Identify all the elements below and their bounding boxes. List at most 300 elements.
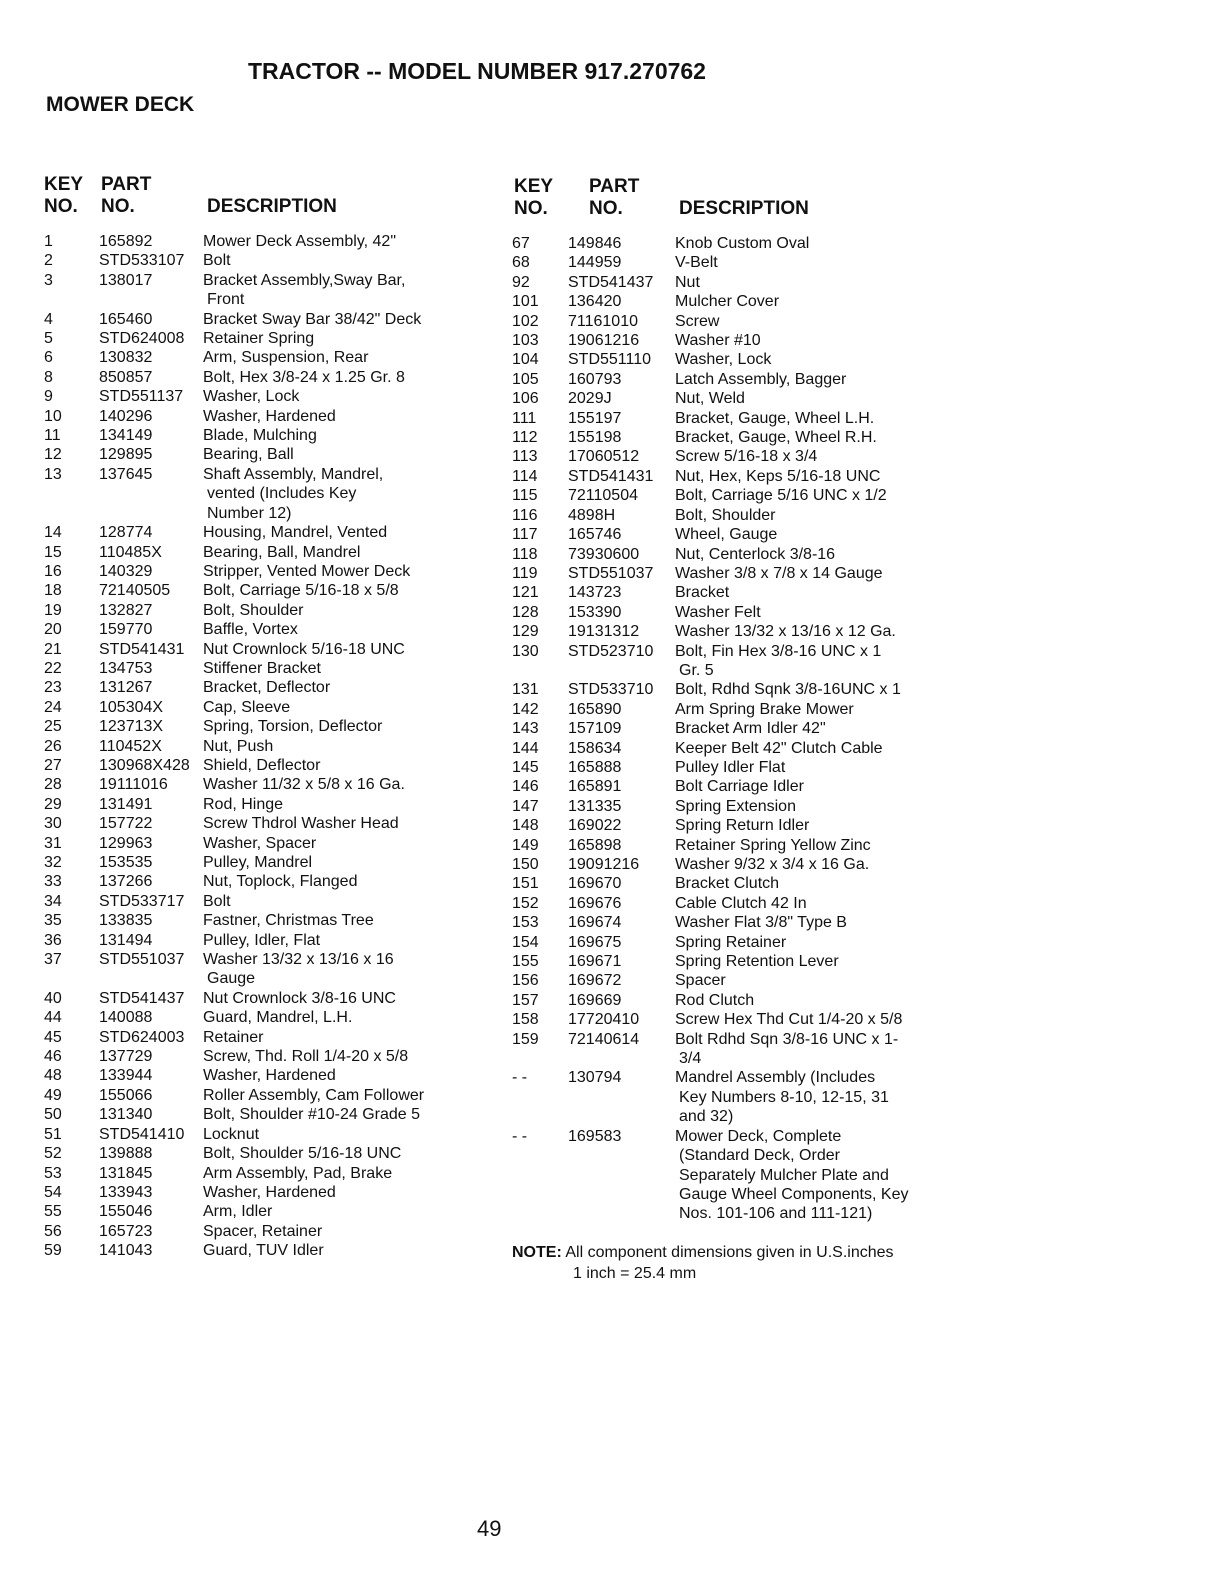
part-description	[203, 543, 484, 562]
part-number: 149846	[568, 235, 622, 252]
key-number: 59	[44, 1242, 62, 1260]
description-line: 3/4	[679, 1050, 702, 1068]
description-line: Arm, Idler	[203, 1203, 273, 1221]
description-line: Bracket, Gauge, Wheel R.H.	[675, 429, 877, 447]
key-number: 22	[44, 659, 62, 677]
description-line: Stripper, Vented Mower Deck	[203, 562, 411, 580]
part-description	[675, 506, 962, 525]
note-label: NOTE:	[512, 1243, 562, 1261]
description-line: Roller Assembly, Cam Follower	[203, 1086, 425, 1104]
part-number: 155197	[568, 409, 622, 427]
key-number: 159	[512, 1030, 539, 1048]
table-row	[44, 601, 484, 620]
part-description	[675, 545, 962, 564]
key-number: 145	[512, 758, 539, 776]
part-description	[203, 562, 484, 581]
key-number: 15	[44, 543, 62, 561]
key-number: 49	[44, 1086, 62, 1104]
part-description	[203, 756, 484, 775]
description-line: Nos. 101-106 and 111-121)	[679, 1205, 873, 1223]
description-line: Bolt, Hex 3/8-24 x 1.25 Gr. 8	[203, 368, 405, 386]
key-number: 67	[512, 235, 530, 252]
table-row	[512, 234, 962, 253]
description-line: Gauge	[207, 970, 256, 988]
table-row	[44, 1047, 484, 1066]
description-line: Spring Retainer	[675, 933, 787, 951]
table-row	[512, 855, 962, 874]
key-number: 54	[44, 1183, 62, 1201]
part-number: 131340	[99, 1106, 153, 1124]
part-description	[203, 640, 484, 659]
description-line: Housing, Mandrel, Vented	[203, 524, 388, 542]
table-row	[512, 273, 962, 292]
key-number: 106	[512, 390, 539, 408]
part-number: 128774	[99, 524, 153, 542]
key-number: 5	[44, 330, 53, 348]
key-number: 154	[512, 933, 539, 951]
table-row	[512, 583, 962, 602]
description-line: Bracket Arm Idler 42"	[675, 720, 826, 738]
key-number: 152	[512, 894, 539, 912]
description-line: Washer, Lock	[675, 351, 772, 369]
description-line: Retainer	[203, 1028, 264, 1046]
page-number: 49	[477, 1516, 502, 1541]
table-row	[512, 816, 962, 835]
key-number: 116	[512, 506, 538, 524]
description-line: Washer 13/32 x 13/16 x 12 Ga.	[675, 623, 896, 641]
table-row	[44, 698, 484, 717]
part-description	[203, 659, 484, 678]
part-number: 158634	[568, 739, 622, 757]
description-line: Latch Assembly, Bagger	[675, 370, 847, 388]
part-number: 132827	[99, 601, 153, 619]
table-row	[512, 603, 962, 622]
part-number: 134149	[99, 427, 153, 445]
part-number: 153535	[99, 854, 153, 871]
table-row	[44, 1183, 484, 1202]
table-row	[512, 447, 962, 466]
table-header	[512, 174, 962, 234]
description-line: Bolt, Carriage 5/16 UNC x 1/2	[675, 487, 887, 505]
part-description	[203, 698, 484, 717]
description-line: Spacer, Retainer	[203, 1222, 323, 1240]
part-description	[203, 834, 484, 853]
description-line: Screw, Thd. Roll 1/4-20 x 5/8	[203, 1048, 409, 1066]
key-number: 158	[512, 1011, 539, 1029]
part-description	[675, 952, 962, 971]
key-number: 55	[44, 1203, 62, 1221]
part-description	[675, 622, 962, 641]
key-number: 20	[44, 621, 62, 639]
part-number: 131267	[99, 679, 153, 697]
description-line: Bolt, Shoulder	[675, 506, 776, 524]
description-line: Gauge Wheel Components, Key	[679, 1185, 909, 1203]
description-line: Washer, Hardened	[203, 1183, 336, 1201]
part-number: 169671	[568, 953, 622, 971]
part-number: 131335	[568, 797, 622, 815]
key-number: 129	[512, 623, 539, 641]
part-number: 169669	[568, 991, 622, 1009]
key-number: - -	[512, 1069, 528, 1087]
key-number: 6	[44, 349, 53, 367]
part-number: 72140505	[99, 582, 171, 600]
key-number: 142	[512, 700, 539, 718]
description-line: Screw Thdrol Washer Head	[203, 815, 399, 833]
table-row	[512, 389, 962, 408]
description-line: Washer Felt	[675, 603, 761, 621]
key-number: 27	[44, 756, 62, 774]
part-number: 140296	[99, 407, 153, 425]
key-number: 34	[44, 892, 62, 910]
part-number: 165898	[568, 836, 622, 854]
part-description	[203, 911, 484, 930]
part-description	[203, 795, 484, 814]
key-number: 148	[512, 817, 539, 835]
part-description	[675, 486, 962, 505]
part-number: 130968X428	[99, 756, 190, 774]
part-description	[203, 407, 484, 426]
part-description	[675, 409, 962, 428]
key-number: 25	[44, 718, 62, 736]
part-number: 155198	[568, 429, 622, 447]
part-description	[675, 447, 962, 466]
table-row	[44, 1202, 484, 1221]
part-number: 17720410	[568, 1011, 640, 1029]
part-description	[203, 950, 484, 989]
table-row	[44, 1125, 484, 1144]
description-line: Nut, Push	[203, 737, 274, 755]
key-number: 18	[44, 582, 62, 600]
table-row	[512, 971, 962, 990]
key-number: 10	[44, 407, 62, 425]
part-number: STD541431	[568, 467, 654, 485]
part-description	[203, 368, 484, 387]
description-line: Pulley Idler Flat	[675, 758, 786, 776]
key-number: 53	[44, 1164, 62, 1182]
part-description	[675, 1068, 962, 1126]
description-line: Mower Deck, Complete	[675, 1127, 842, 1145]
part-number: 157109	[568, 720, 622, 738]
description-line: Washer, Hardened	[203, 1067, 336, 1085]
part-description	[203, 872, 484, 891]
part-number: STD533717	[99, 892, 185, 910]
description-line: Screw	[675, 312, 720, 330]
table-row	[44, 523, 484, 542]
description-line: Washer 13/32 x 13/16 x 16	[203, 951, 394, 969]
part-description	[203, 426, 484, 445]
table-row	[44, 756, 484, 775]
key-number: 14	[44, 524, 62, 542]
table-row	[44, 1241, 484, 1260]
part-number: 165890	[568, 700, 622, 718]
part-description	[675, 603, 962, 622]
description-line: Shield, Deflector	[203, 756, 321, 774]
part-number: 123713X	[99, 718, 164, 736]
header-key-no: KEY NO.	[44, 174, 84, 217]
part-number: 19061216	[568, 332, 640, 350]
part-number: 165460	[99, 310, 153, 328]
description-line: Nut Crownlock 3/8-16 UNC	[203, 989, 396, 1007]
description-line: Mower Deck Assembly, 42"	[203, 233, 396, 250]
part-description	[203, 737, 484, 756]
key-number: 12	[44, 446, 62, 464]
key-number: 4	[44, 310, 53, 328]
part-number: 165892	[99, 233, 153, 250]
part-number: 169672	[568, 972, 622, 990]
table-row	[44, 911, 484, 930]
description-line: Bearing, Ball, Mandrel	[203, 543, 361, 561]
part-description	[675, 428, 962, 447]
description-line: Pulley, Mandrel	[203, 854, 313, 871]
description-line: Blade, Mulching	[203, 427, 317, 445]
key-number: 45	[44, 1028, 62, 1046]
part-description	[675, 350, 962, 369]
description-line: Cable Clutch 42 In	[675, 894, 807, 912]
description-line: Bracket Clutch	[675, 875, 780, 893]
part-description	[675, 273, 962, 292]
key-number: 144	[512, 739, 539, 757]
key-number: 50	[44, 1106, 62, 1124]
part-description	[675, 525, 962, 544]
description-line: Bolt, Shoulder 5/16-18 UNC	[203, 1145, 402, 1163]
description-line: Washer 3/8 x 7/8 x 14 Gauge	[675, 564, 883, 582]
parts-table-right	[512, 174, 962, 1284]
key-number: 111	[512, 409, 537, 427]
table-row	[44, 1066, 484, 1085]
description-line: Stiffener Bracket	[203, 659, 321, 677]
description-line: Retainer Spring Yellow Zinc	[675, 836, 871, 854]
part-description	[675, 331, 962, 350]
key-number: 29	[44, 795, 62, 813]
part-description	[203, 1125, 484, 1144]
key-number: 105	[512, 370, 539, 388]
table-row	[44, 1222, 484, 1241]
description-line: Nut Crownlock 5/16-18 UNC	[203, 640, 405, 658]
key-number: 101	[512, 293, 539, 311]
header-key-no: KEY NO.	[514, 176, 554, 219]
part-number: 105304X	[99, 698, 164, 716]
part-description	[203, 601, 484, 620]
description-line: Rod, Hinge	[203, 795, 284, 813]
part-description	[203, 1008, 484, 1027]
key-number: 119	[512, 564, 538, 582]
table-row	[512, 836, 962, 855]
part-description	[675, 797, 962, 816]
part-number: STD551037	[99, 951, 185, 969]
description-line: Spring, Torsion, Deflector	[203, 718, 383, 736]
part-description	[675, 836, 962, 855]
description-line: Guard, TUV Idler	[203, 1242, 324, 1260]
part-description	[675, 1030, 962, 1069]
part-number: 110452X	[99, 737, 162, 755]
key-number: 8	[44, 368, 53, 386]
part-description	[675, 389, 962, 408]
description-line: Pulley, Idler, Flat	[203, 931, 321, 949]
part-number: 71161010	[568, 312, 638, 330]
part-description	[675, 680, 962, 699]
key-number: 147	[512, 797, 539, 815]
key-number: 104	[512, 351, 539, 369]
key-number: 2	[44, 252, 53, 270]
table-row	[44, 445, 484, 464]
part-number: 137729	[99, 1048, 153, 1066]
part-description	[203, 445, 484, 464]
table-row	[44, 717, 484, 736]
part-number: 131494	[99, 931, 153, 949]
key-number: 103	[512, 332, 539, 350]
description-line: Rod Clutch	[675, 991, 755, 1009]
key-number: 131	[512, 681, 539, 699]
table-row	[512, 874, 962, 893]
table-row	[44, 1086, 484, 1105]
table-row	[44, 387, 484, 406]
key-number: 21	[44, 640, 62, 658]
description-line: Mulcher Cover	[675, 293, 780, 311]
key-number: 155	[512, 953, 539, 971]
part-description	[675, 739, 962, 758]
part-description	[203, 310, 484, 329]
table-row	[44, 1008, 484, 1027]
table-row	[512, 486, 962, 505]
part-description	[203, 251, 484, 270]
table-row	[512, 739, 962, 758]
key-number: 44	[44, 1009, 62, 1027]
key-number: 51	[44, 1125, 62, 1143]
part-number: 169674	[568, 914, 622, 932]
page-title: TRACTOR -- MODEL NUMBER 917.270762	[248, 58, 706, 84]
key-number: 23	[44, 679, 62, 697]
table-row	[512, 253, 962, 272]
table-row	[44, 1144, 484, 1163]
part-description	[675, 700, 962, 719]
header-part-no: PART NO.	[589, 176, 640, 219]
key-number: 115	[512, 487, 538, 505]
part-number: 138017	[99, 271, 153, 289]
note-conversion: 1 inch = 25.4 mm	[573, 1264, 697, 1282]
description-line: Washer #10	[675, 332, 761, 350]
part-number: 169676	[568, 894, 622, 912]
table-row	[44, 1105, 484, 1124]
description-line: Retainer Spring	[203, 330, 315, 348]
parts-rows-left	[44, 232, 484, 1261]
description-line: Gr. 5	[679, 661, 714, 679]
key-number: 149	[512, 836, 539, 854]
table-row	[512, 1127, 962, 1224]
table-row	[44, 329, 484, 348]
table-row	[44, 251, 484, 270]
description-line: Locknut	[203, 1125, 260, 1143]
part-description	[675, 370, 962, 389]
table-row	[512, 1030, 962, 1069]
key-number: 114	[512, 467, 538, 485]
part-description	[203, 465, 484, 523]
part-number: 133943	[99, 1183, 153, 1201]
table-row	[512, 622, 962, 641]
part-number: 110485X	[99, 543, 162, 561]
part-number: STD533710	[568, 681, 654, 699]
table-row	[44, 795, 484, 814]
table-row	[44, 659, 484, 678]
note-text: All component dimensions given in U.S.inches	[565, 1243, 894, 1261]
part-description	[675, 1010, 962, 1029]
part-description	[675, 758, 962, 777]
part-description	[203, 581, 484, 600]
parts-rows-right	[512, 234, 962, 1224]
part-description	[675, 991, 962, 1010]
description-line: Front	[207, 291, 245, 309]
description-line: Bolt Rdhd Sqn 3/8-16 UNC x 1-	[675, 1030, 899, 1048]
table-row	[44, 581, 484, 600]
table-row	[512, 933, 962, 952]
description-line: Guard, Mandrel, L.H.	[203, 1009, 353, 1027]
description-line: Bolt, Shoulder	[203, 601, 304, 619]
description-line: Spacer	[675, 972, 726, 990]
description-line: Spring Extension	[675, 797, 796, 815]
table-row	[44, 1028, 484, 1047]
table-row	[44, 892, 484, 911]
table-row	[512, 312, 962, 331]
table-row	[44, 775, 484, 794]
part-number: 160793	[568, 370, 622, 388]
part-number: 140329	[99, 562, 153, 580]
part-number: 133944	[99, 1067, 153, 1085]
key-number: 113	[512, 448, 538, 466]
description-line: Bolt, Carriage 5/16-18 x 5/8	[203, 582, 399, 600]
table-row	[44, 407, 484, 426]
description-line: Nut, Centerlock 3/8-16	[675, 545, 836, 563]
key-number: 33	[44, 873, 62, 891]
part-description	[203, 1047, 484, 1066]
table-row	[512, 952, 962, 971]
key-number: 36	[44, 931, 62, 949]
table-row	[512, 525, 962, 544]
description-line: Shaft Assembly, Mandrel,	[203, 465, 384, 483]
part-number: 169583	[568, 1127, 622, 1145]
part-description	[203, 989, 484, 1008]
table-row	[512, 1010, 962, 1029]
part-number: 169670	[568, 875, 622, 893]
key-number: 143	[512, 720, 539, 738]
key-number: 37	[44, 951, 62, 969]
description-line: Washer Flat 3/8" Type B	[675, 914, 847, 932]
description-line: Bolt, Rdhd Sqnk 3/8-16UNC x 1	[675, 681, 901, 699]
part-description	[203, 271, 484, 310]
part-number: STD551137	[99, 388, 184, 406]
description-line: Bolt, Fin Hex 3/8-16 UNC x 1	[675, 642, 882, 660]
description-line: Spring Return Idler	[675, 817, 810, 835]
table-row	[512, 292, 962, 311]
key-number: 30	[44, 815, 62, 833]
table-row	[44, 348, 484, 367]
part-description	[203, 717, 484, 736]
part-number: 129963	[99, 834, 153, 852]
part-number: STD551037	[568, 564, 654, 582]
description-line: Bracket	[675, 584, 730, 602]
header-description: DESCRIPTION	[679, 198, 809, 219]
part-number: 165891	[568, 778, 622, 796]
table-row	[512, 370, 962, 389]
part-description	[203, 348, 484, 367]
part-number: 157722	[99, 815, 153, 833]
part-number: 19111016	[99, 776, 168, 794]
part-number: 155066	[99, 1086, 153, 1104]
part-description	[675, 583, 962, 602]
part-description	[675, 467, 962, 486]
table-row	[44, 640, 484, 659]
description-line: Washer, Spacer	[203, 834, 317, 852]
part-number: STD523710	[568, 642, 654, 660]
part-description	[675, 642, 962, 681]
